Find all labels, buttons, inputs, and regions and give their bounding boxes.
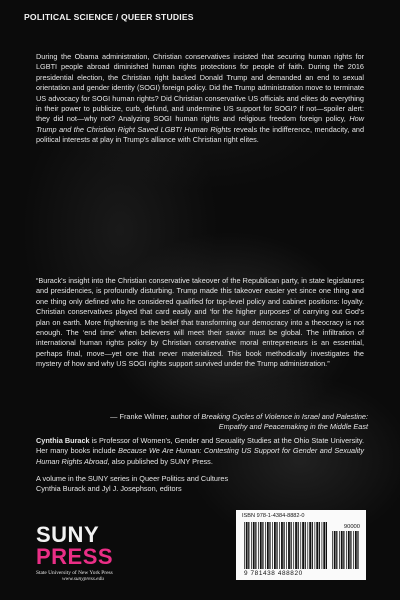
category-label: POLITICAL SCIENCE / QUEER STUDIES (24, 12, 194, 22)
attribution-book-title: Breaking Cycles of Violence in Israel and Palestine: Empathy and Peacemaking in the Middle East (201, 412, 368, 432)
barcode-bar (283, 522, 284, 569)
barcode-digits: 9 781438 488820 (244, 570, 303, 577)
description-paragraph (36, 52, 364, 146)
barcode-bar (281, 522, 283, 569)
series-note (36, 474, 296, 495)
endorsement-quote: “Burack's insight into the Christian conservative takeover of the Republican party, in state legislatures and presidencies, is profoundly disturbing. Trump made this takeover easier yet since one thing and one thing only defined who he considered qualified for top-level policy and cabinet positions: loyalty. Christian conservatives played that card easily and ‘for the higher purposes’ of carrying out God's plan on earth. More frightening is the belief that transforming our democracy into a theocracy is not enough. The ‘end time’ when believers will meet their savior must be global. The infiltration of international human rights policy by Christian conservative moral entrepreneurs is an essential, perhaps final, move—yet one that never materialized. This book methodically investigates the mystery of how and why US SOGI rights support survived under the Trump administration.” (36, 276, 364, 369)
endorsement-attribution (100, 412, 368, 433)
barcode-bar (332, 531, 333, 569)
author-book-title: Because We Are Human: Contesting US Support for Gender and Sexuality Human Rights Abroad (36, 446, 364, 466)
barcode-bar (295, 522, 297, 569)
description-text-1: During the Obama administration, Christian conservatives insisted that securing human rights for LGBTI people abroad diminished human rights protections for people of faith. During the 2016 presidential election, the Christian right backed Donald Trump and demanded an end to sexual orientation and gender identity (SOGI) foreign policy. Did the Trump administration move to terminate US advocacy for SOGI human rights? Did Christian conservative US officials and elites do everything in their power to publicize, curb, defund, and undermine US support for SOGI? If not—spoiler alert: they did not—why not? Analyzing SOGI human rights and religious freedom foreign policy, (36, 52, 364, 124)
barcode-bar (355, 531, 357, 569)
publisher-url: www.sunypress.edu (62, 576, 104, 582)
description-text-2: reveals the indifference, mendacity, and political interests at play in Trump's alliance with Christian right elites. (36, 124, 365, 145)
barcode-bar (293, 522, 294, 569)
barcode-bar (350, 531, 351, 569)
barcode-bar (274, 522, 276, 569)
barcode-bar (316, 522, 318, 569)
suny-press-logo (36, 524, 146, 582)
barcode-bar (343, 531, 344, 569)
barcode-bar (253, 522, 255, 569)
barcode-bar (348, 531, 350, 569)
barcode-bar (265, 522, 266, 569)
barcode-bar (336, 531, 337, 569)
barcode-bar (246, 522, 248, 569)
author-bio-text-2: , also published by SUNY Press. (107, 456, 213, 466)
publisher-full-name: State University of New York Press (36, 570, 113, 576)
barcode-bar (255, 522, 256, 569)
barcode-bar (258, 522, 259, 569)
barcode-bar (307, 522, 308, 569)
barcode-bar (244, 522, 245, 569)
author-name: Cynthia Burack (36, 436, 90, 445)
barcode-bar (326, 522, 327, 569)
isbn-label: ISBN 978-1-4384-8882-0 (242, 513, 305, 519)
barcode-bar (319, 522, 320, 569)
barcode-bar (341, 531, 343, 569)
ean-barcode-icon (244, 522, 328, 569)
author-bio (36, 436, 364, 467)
logo-press-text: PRESS (36, 544, 114, 569)
price-code: 90000 (343, 524, 360, 530)
barcode-bar (346, 531, 347, 569)
attribution-prefix: — Franke Wilmer, author of (110, 412, 202, 421)
barcode-bar (251, 522, 252, 569)
isbn-barcode-box (236, 510, 366, 580)
barcode-bar (267, 522, 269, 569)
barcode-bar (291, 522, 292, 569)
barcode-bar (248, 522, 249, 569)
barcode-bar (288, 522, 290, 569)
description-book-title: How Trump and the Christian Right Saved LGBTI Human Rights (36, 114, 364, 134)
barcode-bar (298, 522, 299, 569)
series-line-1: A volume in the SUNY series in Queer Politics and Cultures (36, 474, 229, 483)
barcode-bar (276, 522, 277, 569)
barcode-bar (309, 522, 311, 569)
barcode-bar (279, 522, 280, 569)
barcode-bar (300, 522, 301, 569)
barcode-bar (262, 522, 263, 569)
barcode-bar (302, 522, 304, 569)
logo-suny-text: SUNY (36, 522, 100, 547)
barcode-bar (323, 522, 325, 569)
barcode-bar (334, 531, 336, 569)
barcode-bar (322, 522, 323, 569)
barcode-bar (312, 522, 313, 569)
barcode-bar (315, 522, 316, 569)
barcode-bar (272, 522, 273, 569)
barcode-bar (260, 522, 262, 569)
barcode-bar (353, 531, 354, 569)
series-editors: Cynthia Burack and Jyl J. Josephson, editors (36, 484, 182, 494)
barcode-bar (286, 522, 287, 569)
barcode-bar (269, 522, 270, 569)
barcode-bar (339, 531, 340, 569)
barcode-bar (357, 531, 358, 569)
barcode-bar (305, 522, 306, 569)
author-bio-text-1: is Professor of Women's, Gender and Sexuality Studies at the Ohio State University. Her many books include (36, 436, 365, 456)
price-barcode-icon (332, 531, 360, 569)
